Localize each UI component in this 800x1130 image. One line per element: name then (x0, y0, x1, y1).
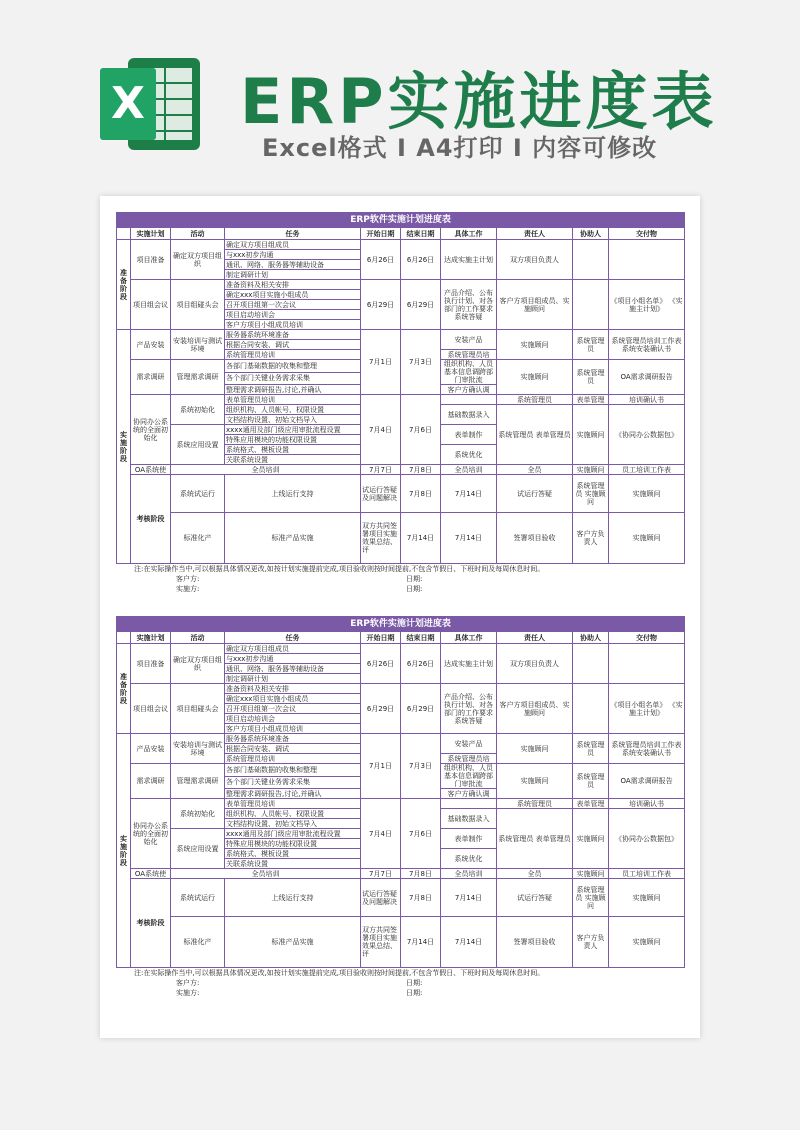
progress-table-1 (116, 212, 684, 604)
start-date-cell: 7月14日 (401, 917, 441, 968)
banner (0, 0, 800, 200)
column-header: 责任人 (497, 228, 573, 240)
owner-cell: 全员 (497, 465, 573, 475)
work-cell: 签署项目验收 (497, 513, 573, 564)
owner-cell: 客户方项目组成员、实施顾问 (497, 280, 573, 330)
end-date-cell: 7月3日 (401, 734, 441, 799)
table-row (117, 475, 685, 513)
schedule-table (116, 616, 685, 968)
activity-cell: 系统初始化 (171, 395, 225, 425)
work-cell: 系统管理员培 (441, 350, 497, 360)
column-header: 任务 (225, 632, 361, 644)
plan-cell: 项目组会议 (131, 280, 171, 330)
task-cell: 客户方项目小组成员培训 (225, 724, 361, 734)
task-cell: 确定双方项目组成员 (225, 240, 361, 250)
work-cell (441, 395, 497, 405)
stage-label: 准备阶段 (117, 240, 131, 330)
helper-cell: 表单管理 (573, 799, 609, 809)
owner-cell: 双方项目负责人 (497, 644, 573, 684)
work-cell: 基础数据录入 (441, 405, 497, 425)
activity-cell: 安装培训与测试环境 (171, 734, 225, 764)
plan-cell: 标准化产 (171, 917, 225, 968)
activity-cell: 上线运行支持 (225, 879, 361, 917)
column-header: 开始日期 (361, 228, 401, 240)
work-cell: 组织机构、人员基本信息调跨部门审批流 (441, 360, 497, 385)
work-cell: 客户方确认调 (441, 789, 497, 799)
plan-cell: OA系统使 (131, 869, 171, 879)
task-cell: 关联系统设置 (225, 455, 361, 465)
activity-cell: 确定双方项目组织 (171, 644, 225, 684)
end-date-cell: 7月6日 (401, 799, 441, 869)
task-cell: 制定调研计划 (225, 674, 361, 684)
table-row (117, 395, 685, 405)
helper-cell: 表单管理 (573, 395, 609, 405)
plan-cell: 系统试运行 (171, 879, 225, 917)
helper-cell: 系统管理员 (573, 764, 609, 799)
task-cell: 确定双方项目组成员 (225, 644, 361, 654)
task-cell: 通讯、网络、服务器等辅助设备 (225, 664, 361, 674)
helper-cell: 系统管理员 (573, 330, 609, 360)
signature-block (116, 574, 684, 604)
task-cell: 各部门基础数据的收集和整理 (225, 360, 361, 373)
task-cell: 准备资料及相关安排 (225, 280, 361, 290)
stage-label: 实施阶段 (117, 734, 131, 968)
progress-table-2 (116, 616, 684, 1008)
task-cell: 系统格式、模板设置 (225, 445, 361, 455)
date-label: 日期: (406, 979, 423, 987)
work-cell: 试运行答疑 (497, 475, 573, 513)
work-cell: 产品介绍、公布执行计划、对各部门的工作要求 系统答疑 (441, 684, 497, 734)
work-cell: 达成实施主计划 (441, 644, 497, 684)
plan-cell: 项目准备 (131, 644, 171, 684)
column-header: 开始日期 (361, 632, 401, 644)
column-header: 交付物 (609, 228, 685, 240)
start-date-cell: 6月26日 (361, 644, 401, 684)
owner-cell: 客户方负责人 (573, 917, 609, 968)
table-note: 注:在实际操作当中,可以根据具体情况更改,如按计划实施提前完成,项目验收则按时间提前,不包含节假日、下班时间及每周休息时间。 (134, 565, 545, 573)
work-cell: 签署项目验收 (497, 917, 573, 968)
implementer-label: 实施方: (176, 989, 200, 997)
task-cell: 组织机构、人员帐号、权限设置 (225, 405, 361, 415)
end-date-cell: 7月14日 (441, 917, 497, 968)
table-row (117, 330, 685, 340)
work-cell: 安装产品 (441, 734, 497, 754)
task-cell: 文档结构设置、初始文档导入 (225, 819, 361, 829)
task-cell: 各个部门关键业务需求采集 (225, 776, 361, 789)
owner-cell: 系统管理员 实施顾问 (573, 475, 609, 513)
helper-cell: 实施顾问 (573, 405, 609, 465)
helper-cell: 实施顾问 (573, 869, 609, 879)
end-date-cell: 7月14日 (441, 513, 497, 564)
owner-cell: 全员 (497, 869, 573, 879)
table-row (117, 734, 685, 744)
task-cell: 系统格式、模板设置 (225, 849, 361, 859)
activity-cell: 标准产品实施 (225, 917, 361, 968)
task-cell: 双方共同签署项目实施效果总结、评 (361, 513, 401, 564)
column-header: 具体工作 (441, 228, 497, 240)
end-date-cell: 7月8日 (401, 465, 441, 475)
end-date-cell: 7月6日 (401, 395, 441, 465)
owner-cell: 实施顾问 (497, 764, 573, 799)
helper-cell: 实施顾问 (609, 917, 685, 968)
owner-cell: 系统管理员 表单管理员 (497, 809, 573, 869)
task-cell: 全员培训 (171, 869, 361, 879)
activity-cell: 系统应用设置 (171, 829, 225, 869)
work-cell: 试运行答疑 (497, 879, 573, 917)
table-note: 注:在实际操作当中,可以根据具体情况更改,如按计划实施提前完成,项目验收则按时间提前,不包含节假日、下班时间及每周休息时间。 (134, 969, 545, 977)
start-date-cell: 7月7日 (361, 869, 401, 879)
task-cell: 组织机构、人员帐号、权限设置 (225, 809, 361, 819)
table-title: ERP软件实施计划进度表 (117, 617, 685, 632)
activity-cell: 系统应用设置 (171, 425, 225, 465)
table-row (117, 799, 685, 809)
task-cell: 试运行答疑及问题解决 (361, 475, 401, 513)
work-cell: 系统优化 (441, 849, 497, 869)
table-row (117, 684, 685, 694)
start-date-cell: 7月8日 (401, 475, 441, 513)
task-cell: 准备资料及相关安排 (225, 684, 361, 694)
date-label: 日期: (406, 585, 423, 593)
task-cell: 整理需求调研报告,讨论,并确认 (225, 385, 361, 395)
table-header-row (117, 632, 685, 644)
task-cell: 系统管理员培训 (225, 350, 361, 360)
helper-cell: 系统管理员 (573, 360, 609, 395)
work-cell (441, 799, 497, 809)
activity-cell: 管理需求调研 (171, 764, 225, 799)
start-date-cell: 6月26日 (361, 240, 401, 280)
helper-cell (573, 240, 609, 280)
activity-cell: 确定双方项目组织 (171, 240, 225, 280)
table-row (117, 869, 685, 879)
helper-cell (573, 644, 609, 684)
stage-label: 实施阶段 (117, 330, 131, 564)
task-cell: 表单管理员培训 (225, 799, 361, 809)
task-cell: xxxx通用及部门级应用审批流程设置 (225, 829, 361, 839)
owner-cell: 双方项目负责人 (497, 240, 573, 280)
schedule-table (116, 212, 685, 564)
table-title: ERP软件实施计划进度表 (117, 213, 685, 228)
task-cell: 制定调研计划 (225, 270, 361, 280)
task-cell: 根据合同安装、调试 (225, 744, 361, 754)
start-date-cell: 6月29日 (361, 280, 401, 330)
column-header: 活动 (171, 632, 225, 644)
deliverable-cell (609, 240, 685, 280)
deliverable-cell: 《协同办公数据包》 (609, 809, 685, 869)
deliverable-cell: 《项目小组名单》 《实施主计划》 (609, 280, 685, 330)
end-date-cell: 6月26日 (401, 644, 441, 684)
page-subtitle: Excel格式 I A4打印 I 内容可修改 (262, 134, 658, 162)
task-cell: 与xxx初步沟通 (225, 250, 361, 260)
start-date-cell: 7月14日 (401, 513, 441, 564)
task-cell: 整理需求调研报告,讨论,并确认 (225, 789, 361, 799)
start-date-cell: 7月4日 (361, 799, 401, 869)
table-row (117, 513, 685, 564)
start-date-cell: 7月7日 (361, 465, 401, 475)
helper-cell (573, 684, 609, 734)
date-label: 日期: (406, 989, 423, 997)
task-cell: 试运行答疑及问题解决 (361, 879, 401, 917)
table-row (117, 644, 685, 654)
work-cell: 系统管理员培 (441, 754, 497, 764)
table-row (117, 280, 685, 290)
work-cell: 基础数据录入 (441, 809, 497, 829)
task-cell: 客户方项目小组成员培训 (225, 320, 361, 330)
end-date-cell: 7月14日 (441, 475, 497, 513)
owner-cell: 客户方项目组成员、实施顾问 (497, 684, 573, 734)
helper-cell: 实施顾问 (609, 513, 685, 564)
work-cell: 组织机构、人员基本信息调跨部门审批流 (441, 764, 497, 789)
end-date-cell: 6月29日 (401, 280, 441, 330)
customer-label: 客户方: (176, 575, 200, 583)
work-cell: 达成实施主计划 (441, 240, 497, 280)
helper-cell: 实施顾问 (573, 809, 609, 869)
column-header: 实施计划 (131, 228, 171, 240)
task-cell: 与xxx初步沟通 (225, 654, 361, 664)
task-cell: xxxx通用及部门级应用审批流程设置 (225, 425, 361, 435)
signature-block (116, 978, 684, 1008)
start-date-cell: 7月8日 (401, 879, 441, 917)
activity-cell: 安装培训与测试环境 (171, 330, 225, 360)
activity-cell: 管理需求调研 (171, 360, 225, 395)
task-cell: 表单管理员培训 (225, 395, 361, 405)
owner-cell: 实施顾问 (497, 360, 573, 395)
deliverable-cell (609, 644, 685, 684)
task-cell: 通讯、网络、服务器等辅助设备 (225, 260, 361, 270)
table-header-row (117, 228, 685, 240)
helper-cell (573, 280, 609, 330)
deliverable-cell: 系统管理员培训工作表 系统安装确认书 (609, 330, 685, 360)
plan-cell: 系统试运行 (171, 475, 225, 513)
task-cell: 系统管理员培训 (225, 754, 361, 764)
start-date-cell: 7月1日 (361, 330, 401, 395)
task-cell: 关联系统设置 (225, 859, 361, 869)
task-cell: 根据合同安装、调试 (225, 340, 361, 350)
start-date-cell: 7月1日 (361, 734, 401, 799)
column-header: 活动 (171, 228, 225, 240)
owner-cell: 实施顾问 (497, 330, 573, 360)
task-cell: 文档结构设置、初始文档导入 (225, 415, 361, 425)
task-cell: 服务器系统环境准备 (225, 330, 361, 340)
deliverable-cell: 培训确认书 (609, 799, 685, 809)
task-cell: 确定xxx项目实施小组成员 (225, 694, 361, 704)
end-date-cell: 7月8日 (401, 869, 441, 879)
date-label: 日期: (406, 575, 423, 583)
excel-logo-icon: X (100, 58, 200, 150)
helper-cell: 实施顾问 (609, 879, 685, 917)
owner-cell: 系统管理员 (497, 799, 573, 809)
task-cell: 召开项目组第一次会议 (225, 704, 361, 714)
plan-cell: 项目组会议 (131, 684, 171, 734)
plan-cell: 项目准备 (131, 240, 171, 280)
plan-cell: 协同办公系统的全面初始化 (131, 799, 171, 869)
deliverable-cell: 培训确认书 (609, 395, 685, 405)
plan-cell: 产品安装 (131, 330, 171, 360)
customer-label: 客户方: (176, 979, 200, 987)
work-cell: 客户方确认调 (441, 385, 497, 395)
plan-cell: 协同办公系统的全面初始化 (131, 395, 171, 465)
plan-cell: 标准化产 (171, 513, 225, 564)
start-date-cell: 6月29日 (361, 684, 401, 734)
end-date-cell: 6月26日 (401, 240, 441, 280)
task-cell: 项目启动培训会 (225, 310, 361, 320)
column-header: 责任人 (497, 632, 573, 644)
activity-cell: 标准产品实施 (225, 513, 361, 564)
stage-label: 准备阶段 (117, 644, 131, 734)
plan-cell: 需求调研 (131, 764, 171, 799)
column-header: 结束日期 (401, 632, 441, 644)
task-cell: 项目启动培训会 (225, 714, 361, 724)
plan-cell: OA系统使 (131, 465, 171, 475)
work-cell: 表单制作 (441, 425, 497, 445)
deliverable-cell: 员工培训工作表 (609, 465, 685, 475)
task-cell: 特殊应用模块的功能权限设置 (225, 435, 361, 445)
work-cell: 系统优化 (441, 445, 497, 465)
owner-cell: 系统管理员 实施顾问 (573, 879, 609, 917)
column-header: 交付物 (609, 632, 685, 644)
start-date-cell: 7月4日 (361, 395, 401, 465)
work-cell: 全员培训 (441, 465, 497, 475)
end-date-cell: 6月29日 (401, 684, 441, 734)
deliverable-cell: 系统管理员培训工作表 系统安装确认书 (609, 734, 685, 764)
end-date-cell: 7月14日 (441, 879, 497, 917)
owner-cell: 实施顾问 (497, 734, 573, 764)
task-cell: 特殊应用模块的功能权限设置 (225, 839, 361, 849)
activity-cell: 系统初始化 (171, 799, 225, 829)
column-header: 协助人 (573, 228, 609, 240)
task-cell: 各个部门关键业务需求采集 (225, 372, 361, 385)
activity-cell: 项目组碰头会 (171, 280, 225, 330)
column-header: 具体工作 (441, 632, 497, 644)
owner-cell: 系统管理员 (497, 395, 573, 405)
owner-cell: 系统管理员 表单管理员 (497, 405, 573, 465)
implementer-label: 实施方: (176, 585, 200, 593)
work-cell: 全员培训 (441, 869, 497, 879)
owner-cell: 客户方负责人 (573, 513, 609, 564)
task-cell: 召开项目组第一次会议 (225, 300, 361, 310)
work-cell: 产品介绍、公布执行计划、对各部门的工作要求 系统答疑 (441, 280, 497, 330)
column-header: 实施计划 (131, 632, 171, 644)
column-header: 协助人 (573, 632, 609, 644)
helper-cell: 实施顾问 (573, 465, 609, 475)
stage-label: 考核阶段 (131, 475, 171, 564)
table-row (117, 240, 685, 250)
deliverable-cell: OA需求调研报告 (609, 764, 685, 799)
activity-cell: 项目组碰头会 (171, 684, 225, 734)
deliverable-cell: OA需求调研报告 (609, 360, 685, 395)
document-paper (100, 196, 700, 1038)
deliverable-cell: 《协同办公数据包》 (609, 405, 685, 465)
column-header: 任务 (225, 228, 361, 240)
helper-cell: 实施顾问 (609, 475, 685, 513)
end-date-cell: 7月3日 (401, 330, 441, 395)
helper-cell: 系统管理员 (573, 734, 609, 764)
page-title: ERP实施进度表 (240, 65, 718, 138)
table-row (117, 465, 685, 475)
work-cell: 安装产品 (441, 330, 497, 350)
task-cell: 各部门基础数据的收集和整理 (225, 764, 361, 777)
task-cell: 全员培训 (171, 465, 361, 475)
deliverable-cell: 《项目小组名单》 《实施主计划》 (609, 684, 685, 734)
plan-cell: 产品安装 (131, 734, 171, 764)
table-row (117, 917, 685, 968)
plan-cell: 需求调研 (131, 360, 171, 395)
task-cell: 确定xxx项目实施小组成员 (225, 290, 361, 300)
task-cell: 服务器系统环境准备 (225, 734, 361, 744)
table-row (117, 879, 685, 917)
task-cell: 双方共同签署项目实施效果总结、评 (361, 917, 401, 968)
deliverable-cell: 员工培训工作表 (609, 869, 685, 879)
activity-cell: 上线运行支持 (225, 475, 361, 513)
column-header: 结束日期 (401, 228, 441, 240)
work-cell: 表单制作 (441, 829, 497, 849)
stage-label: 考核阶段 (131, 879, 171, 968)
